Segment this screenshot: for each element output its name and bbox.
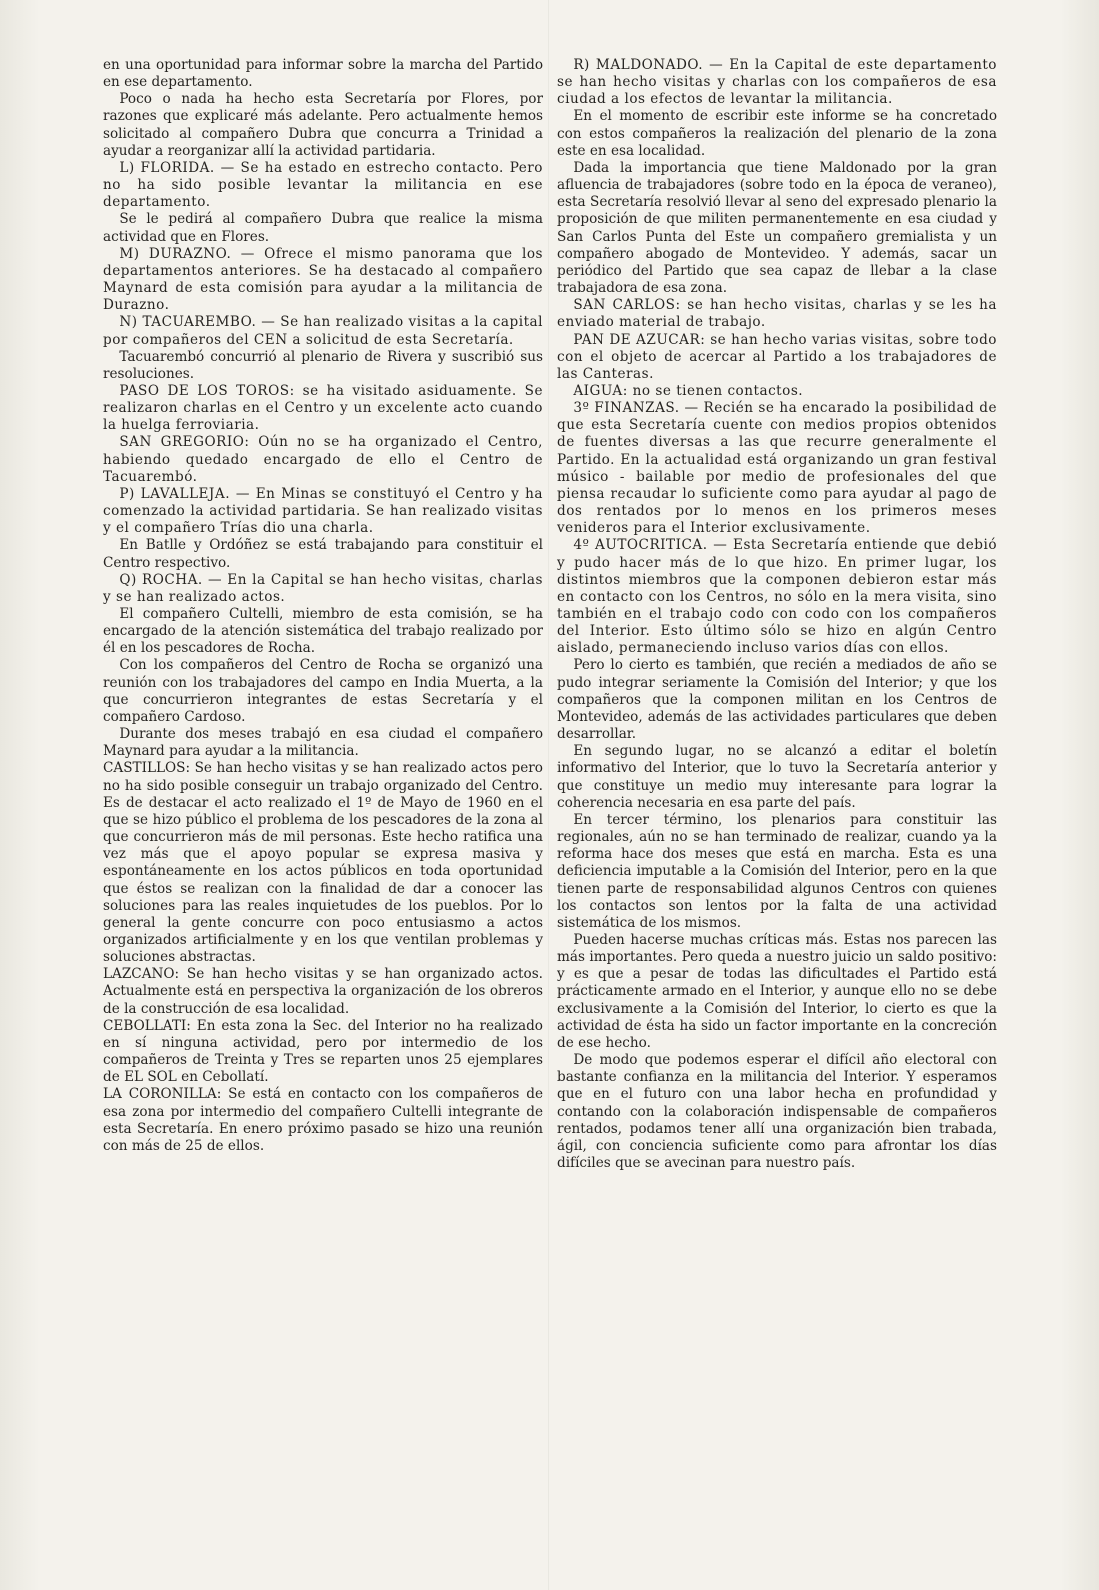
section-rocha: Q) ROCHA. — En la Capital se han hecho visitas, charlas y se han realizado actos. xyxy=(103,571,543,605)
section-castillos: CASTILLOS: Se han hecho visitas y se han realizado actos pero no ha sido posible conseguir un trabajo organizado del Centro. Es de destacar el acto realizado el 1º de Mayo de 1960 en el que se hizo público el problema de los pescadores de la zona al que concurrieron más de mil personas. Este hecho ratifica una vez más que el apoyo popular se expresa masiva y espontáneamente en los actos públicos en toda oportunidad que éstos se realizan con la finalidad de dar a conocer las soluciones para las reales inquietudes de los pueblos. Por lo general la gente concurre con poco entusiasmo a actos organizados artificialmente y en los que ventilan problemas y soluciones abstractas. xyxy=(103,760,543,966)
section-lavalleja: P) LAVALLEJA. — En Minas se constituyó el Centro y ha comenzado la actividad partidaria. Se han realizado visitas y el compañero Trías dio una charla. xyxy=(103,485,543,537)
section-san-gregorio: SAN GREGORIO: Oún no se ha organizado el Centro, habiendo quedado encargado de ello el Centro de Tacuarembó. xyxy=(103,434,543,485)
paragraph-autocritica-mediados: Pero lo cierto es también, que recién a mediados de año se pudo integrar seriamente la Comisión del Interior; y que los compañeros que la componen militan en los Centros de Montevideo, además de las actividades particulares que deben desarrollar. xyxy=(557,657,997,743)
section-la-coronilla: LA CORONILLA: Se está en contacto con los compañeros de esa zona por intermedio del compañero Cultelli integrante de esta Secretaría. En enero próximo pasado se hizo una reunión con más de 25 de ellos. xyxy=(103,1086,543,1154)
paragraph-rocha-india-muerta: Con los compañeros del Centro de Rocha se organizó una reunión con los trabajadores del campo en India Muerta, a la que concurrieron integrantes de estas Secretaría y el compañero Cardoso. xyxy=(103,657,543,725)
paragraph-rocha-cultelli: El compañero Cultelli, miembro de esta comisión, se ha encargado de la atención sistemática del trabajo realizado por él en los pescadores de Rocha. xyxy=(103,606,543,657)
paragraph-batlle-y-ordonez: En Batlle y Ordóñez se está trabajando para constituir el Centro respectivo. xyxy=(103,537,543,571)
section-pan-de-azucar: PAN DE AZUCAR: se han hecho varias visitas, sobre todo con el objeto de acercar al Partido a los trabajadores de las Canteras. xyxy=(557,331,997,382)
paragraph-autocritica-saldo: Pueden hacerse muchas críticas más. Estas nos parecen las más importantes. Pero queda a nuestro juicio un saldo positivo: y es que a pesar de todas las dificultades el Partido está prácticamente armado en el Interior, y aunque ello no se debe exclusivamente a la Comisión del Interior, lo cierto es que la actividad de ésta ha sido un factor importante en la concreción de ese hecho. xyxy=(557,931,997,1051)
page-fold xyxy=(548,0,549,1590)
paragraph-flores-continued: en una oportunidad para informar sobre la marcha del Partido en ese departamento. xyxy=(103,57,543,91)
section-lazcano: LAZCANO: Se han hecho visitas y se han organizado actos. Actualmente está en perspectiva la organización de los obreros de la construcción de esa localidad. xyxy=(103,966,543,1017)
left-text-column xyxy=(103,57,543,1155)
section-autocritica: 4º AUTOCRITICA. — Esta Secretaría entiende que debió y pudo hacer más de lo que hizo. En primer lugar, los distintos miembros que la componen debieron estar más en contacto con los Centros, no sólo en la mera visita, sino también en el trabajo codo con codo con los compañeros del Interior. Esto último sólo se hizo en algún Centro aislado, permaneciendo incluso varios días con ellos. xyxy=(557,537,997,657)
paragraph-conclusion: De modo que podemos esperar el difícil año electoral con bastante confianza en la militancia del Interior. Y esperamos que en el futuro con una labor hecha en profundidad y contando con la colaboración indispensable de compañeros rentados, podamos tener allí una organización bien trabada, ágil, con conciencia suficiente como para afrontar los días difíciles que se avecinan para nuestro país. xyxy=(557,1052,997,1171)
paragraph-maldonado-plenario: En el momento de escribir este informe se ha concretado con estos compañeros la realización del plenario de la zona este en esa localidad. xyxy=(557,108,997,159)
paragraph-rocha-maynard: Durante dos meses trabajó en esa ciudad el compañero Maynard para ayudar a la militancia. xyxy=(103,726,543,760)
section-san-carlos: SAN CARLOS: se han hecho visitas, charlas y se les ha enviado material de trabajo. xyxy=(557,297,997,331)
paragraph-autocritica-segundo: En segundo lugar, no se alcanzó a editar el boletín informativo del Interior, que lo tuvo la Secretaría anterior y que constituye un medio muy interesante para lograr la coherencia necesaria en esa parte del país. xyxy=(557,743,997,811)
section-tacuarembo: N) TACUAREMBO. — Se han realizado visitas a la capital por compañeros del CEN a solicitud de esta Secretaría. xyxy=(103,314,543,348)
section-durazno: M) DURAZNO. — Ofrece el mismo panorama que los departamentos anteriores. Se ha destacado al compañero Maynard de esta comisión para ayudar a la militancia de Durazno. xyxy=(103,245,543,314)
section-florida: L) FLORIDA. — Se ha estado en estrecho contacto. Pero no ha sido posible levantar la militancia en ese departamento. xyxy=(103,159,543,211)
section-maldonado: R) MALDONADO. — En la Capital de este departamento se han hecho visitas y charlas con los compañeros de esa ciudad a los efectos de levantar la militancia. xyxy=(557,57,997,108)
right-text-column xyxy=(557,57,997,1172)
paragraph-tacuarembo-plenario: Tacuarembó concurrió al plenario de Rivera y suscribió sus resoluciones. xyxy=(103,348,543,382)
paragraph-flores: Poco o nada ha hecho esta Secretaría por Flores, por razones que explicaré más adelante. Pero actualmente hemos solicitado al compañero Dubra que concurra a Trinidad a ayudar a reorganizar allí la actividad partidaria. xyxy=(103,91,543,159)
section-aigua: AIGUA: no se tienen contactos. xyxy=(573,382,804,399)
section-cebollati: CEBOLLATI: En esta zona la Sec. del Interior no ha realizado en sí ninguna actividad, pero por intermedio de los compañeros de Treinta y Tres se reparten unos 25 ejemplares de EL SOL en Cebollatí. xyxy=(103,1017,543,1086)
section-paso-de-los-toros: PASO DE LOS TOROS: se ha visitado asiduamente. Se realizaron charlas en el Centro y un excelente acto cuando la huelga ferroviaria. xyxy=(103,382,543,434)
paragraph-maldonado-importancia: Dada la importancia que tiene Maldonado por la gran afluencia de trabajadores (sobre todo en la época de veraneo), esta Secretaría resolvió llevar al seno del expresado plenario la proposición de que militen permanentemente en esa ciudad y San Carlos Punta del Este un compañero gremialista y un compañero abogado de Montevideo. Y además, sacar un periódico del Partido que sea capaz de llebar a la clase trabajadora de esa zona. xyxy=(557,159,997,297)
paragraph-autocritica-tercero: En tercer término, los plenarios para constituir las regionales, aún no se han terminado de realizar, cuando ya la reforma hace dos meses que está en marcha. Esta es una deficiencia imputable a la Comisión del Interior, pero en la que tienen parte de responsabilidad algunos Centros con quienes los contactos son lentos por la falta de una actividad sistemática de los mismos. xyxy=(557,811,997,931)
section-finanzas: 3º FINANZAS. — Recién se ha encarado la posibilidad de que esta Secretaría cuente con medios propios obtenidos de fuentes diversas a las que recurre generalmente el Partido. En la actualidad está organizando un gran festival músico - bailable por medio de profesionales del que piensa recaudar lo suficiente como para ayudar al pago de dos rentados por lo menos en los primeros meses venideros para el Interior exclusivamente. xyxy=(557,400,997,537)
paragraph-florida-note: Se le pedirá al compañero Dubra que realice la misma actividad que en Flores. xyxy=(103,211,543,245)
